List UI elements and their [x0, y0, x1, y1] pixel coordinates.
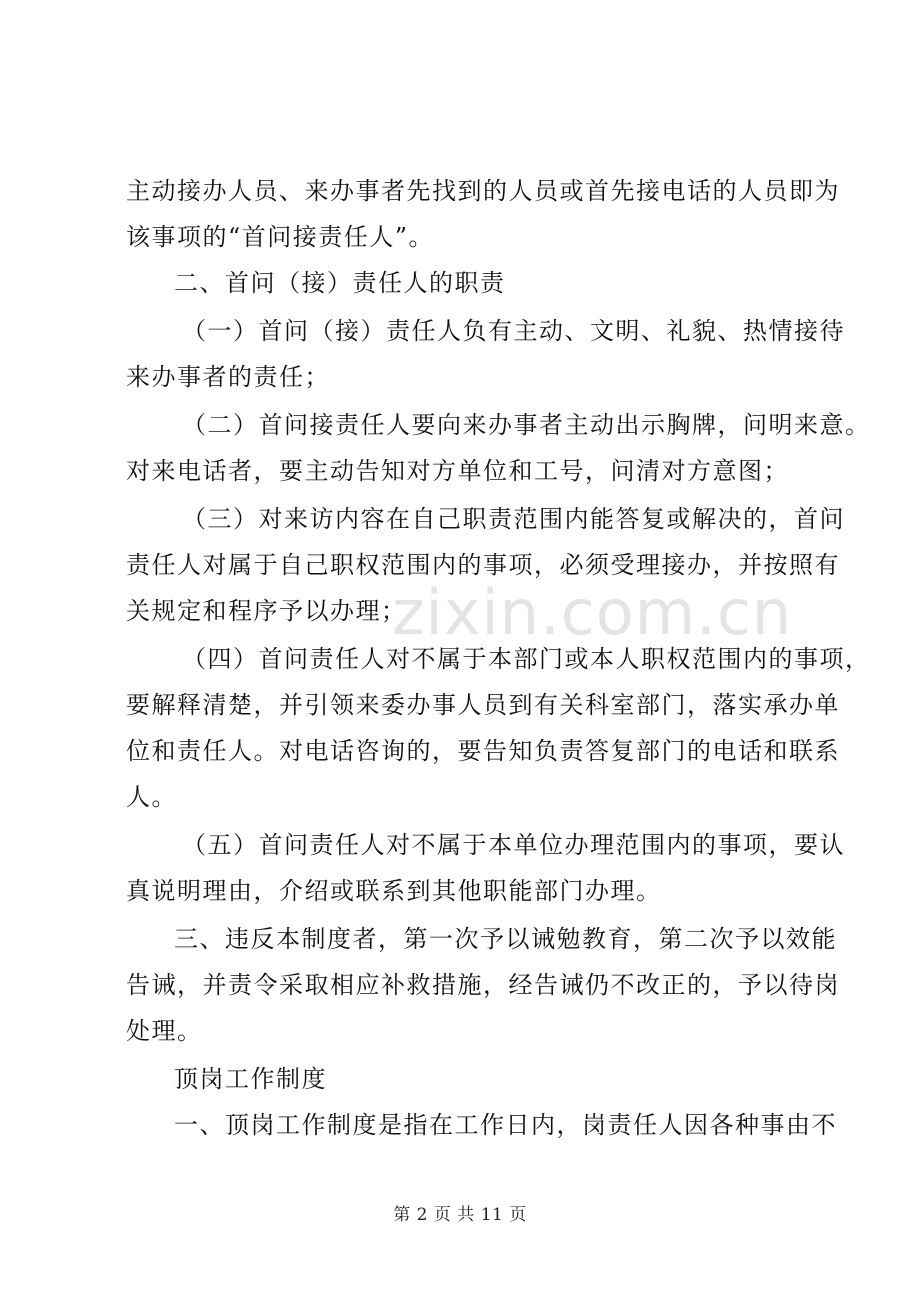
text-line: （二）首问接责任人要向来办事者主动出示胸牌，问明来意。	[182, 411, 871, 439]
text-line: （五）首问责任人对不属于本单位办理范围内的事项，要认	[182, 831, 845, 859]
text-line: （一）首问（接）责任人负有主动、文明、礼貌、热情接待	[182, 317, 845, 345]
text-line: 该事项的“首问接责任人”。	[126, 223, 435, 251]
text-line: 位和责任人。对电话咨询的，要告知负责答复部门的电话和联系	[126, 737, 840, 765]
section-heading: 二、首问（接）责任人的职责	[174, 269, 506, 297]
text-line: （四）首问责任人对不属于本部门或本人职权范围内的事项，	[182, 645, 871, 673]
page-footer: 第 2 页 共 11 页	[393, 1205, 527, 1225]
text-line: 三、违反本制度者，第一次予以诫勉教育，第二次予以效能	[174, 925, 837, 953]
text-line: 人。	[126, 783, 177, 811]
text-line: 来办事者的责任；	[126, 363, 330, 391]
text-line: 告诫，并责令采取相应补救措施，经告诫仍不改正的，予以待岗	[126, 971, 840, 999]
text-line: 要解释清楚，并引领来委办事人员到有关科室部门，落实承办单	[126, 691, 840, 719]
section-heading: 顶岗工作制度	[174, 1065, 327, 1093]
text-line: 处理。	[126, 1017, 203, 1045]
text-line: （三）对来访内容在自己职责范围内能答复或解决的，首问	[182, 505, 845, 533]
text-line: 真说明理由，介绍或联系到其他职能部门办理。	[126, 877, 662, 905]
watermark: zixin.com.cn	[392, 576, 793, 649]
text-line: 关规定和程序予以办理；	[126, 597, 407, 625]
text-line: 一、顶岗工作制度是指在工作日内，岗责任人因各种事由不	[174, 1111, 837, 1139]
text-line: 主动接办人员、来办事者先找到的人员或首先接电话的人员即为	[126, 177, 840, 205]
text-line: 责任人对属于自己职权范围内的事项，必须受理接办，并按照有	[126, 551, 840, 579]
text-line: 对来电话者，要主动告知对方单位和工号，问清对方意图；	[126, 457, 789, 485]
